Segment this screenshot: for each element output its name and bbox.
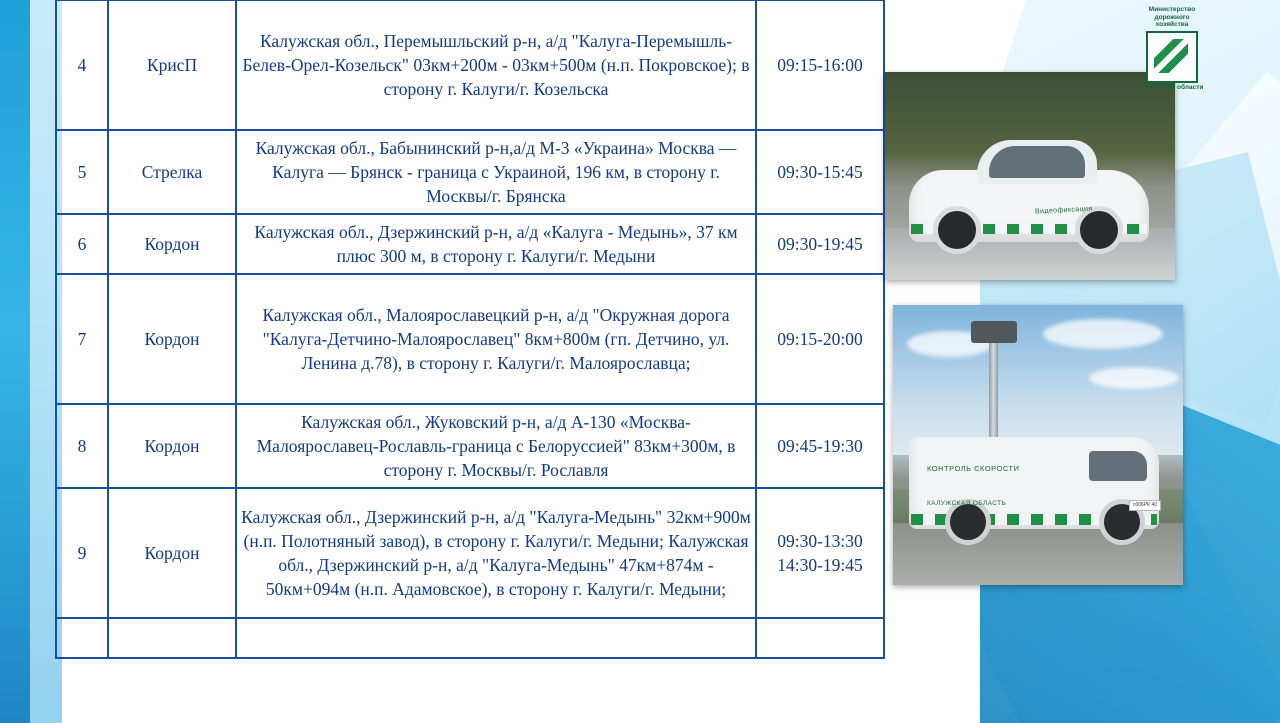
logo-line-3: хозяйства [1155,21,1189,28]
row-number: 5 [56,130,108,214]
table-row [56,214,884,274]
empty-cell [108,618,236,658]
logo-line-2: дорожного [1154,13,1190,21]
van-license-plate: с006РК 40 [1129,500,1161,511]
table-row [56,0,884,130]
row-location: Калужская обл., Жуковский р-н, а/д А-130 «Москва-Малоярославец-Рославль-граница с Белоруссией" 83км+300м, в сторону г. Москвы/г. Рославля [236,404,756,488]
worktime-line: 09:30-15:45 [777,162,863,182]
empty-cell [756,618,884,658]
row-complex-name: КрисП [108,0,236,130]
row-number: 7 [56,274,108,404]
row-number: 4 [56,0,108,130]
logo-line-1: Министерство [1148,6,1196,13]
row-location: Калужская обл., Дзержинский р-н, а/д "Калуга-Медынь" 32км+900м (н.п. Полотняный завод), в сторону г. Калуги/г. Медыни; Калужская обл., Дзержинский р-н, а/д "Калуга-Медынь" 47км+874м - 50км+094м (н.п. Адамовское), в сторону г. Калуги/г. Медыни; [236,488,756,618]
table-row [56,488,884,618]
row-location: Калужская обл., Бабынинский р-н,а/д М-3 «Украина» Москва — Калуга — Брянск - граница с Украиной, 196 км, в сторону г. Москвы/г. Брянска [236,130,756,214]
row-worktime [756,214,884,274]
mobile-speed-camera-van-photo [893,305,1183,585]
row-location: Калужская обл., Малоярославецкий р-н, а/д "Окружная дорога "Калуга-Детчино-Малоярославец" 8км+800м (гп. Детчино, ул. Ленина д.78), в сторону г. Калуги/г. Малоярославца; [236,274,756,404]
row-worktime [756,0,884,130]
row-complex-name: Кордон [108,404,236,488]
row-number: 8 [56,404,108,488]
row-worktime [756,274,884,404]
worktime-line: 09:15-16:00 [777,55,863,75]
van-caption-secondary: КАЛУЖСКАЯ ОБЛАСТЬ [927,500,1007,507]
row-location: Калужская обл., Дзержинский р-н, а/д «Калуга - Медынь», 37 км плюс 300 м, в сторону г. Калуги/г. Медыни [236,214,756,274]
logo-region-label: Калужской области [1140,83,1204,91]
worktime-line: 09:30-13:30 [777,531,863,551]
ministry-emblem-icon [1146,31,1198,83]
empty-cell [56,618,108,658]
row-complex-name: Кордон [108,214,236,274]
row-location: Калужская обл., Перемышльский р-н, а/д "Калуга-Перемышль-Белев-Орел-Козельск" 03км+200м - 03км+500м (н.п. Покровское); в сторону г. Калуги/г. Козельска [236,0,756,130]
car-caption: Видеофиксация [1034,205,1093,216]
row-complex-name: Кордон [108,274,236,404]
schedule-table-wrapper [55,0,863,659]
row-worktime [756,488,884,618]
schedule-table [55,0,885,659]
table-row [56,618,884,658]
patrol-car-photo [885,72,1175,280]
row-number: 9 [56,488,108,618]
worktime-line: 09:45-19:30 [777,436,863,456]
worktime-line: 09:30-19:45 [777,234,863,254]
table-row [56,274,884,404]
van-caption-primary: КОНТРОЛЬ СКОРОСТИ [927,464,1020,473]
table-row [56,130,884,214]
row-complex-name: Кордон [108,488,236,618]
worktime-line: 09:15-20:00 [777,329,863,349]
row-worktime [756,404,884,488]
row-complex-name: Стрелка [108,130,236,214]
worktime-line: 14:30-19:45 [777,555,863,575]
ministry-logo [1122,6,1222,92]
table-row [56,404,884,488]
row-number: 6 [56,214,108,274]
empty-cell [236,618,756,658]
row-worktime [756,130,884,214]
